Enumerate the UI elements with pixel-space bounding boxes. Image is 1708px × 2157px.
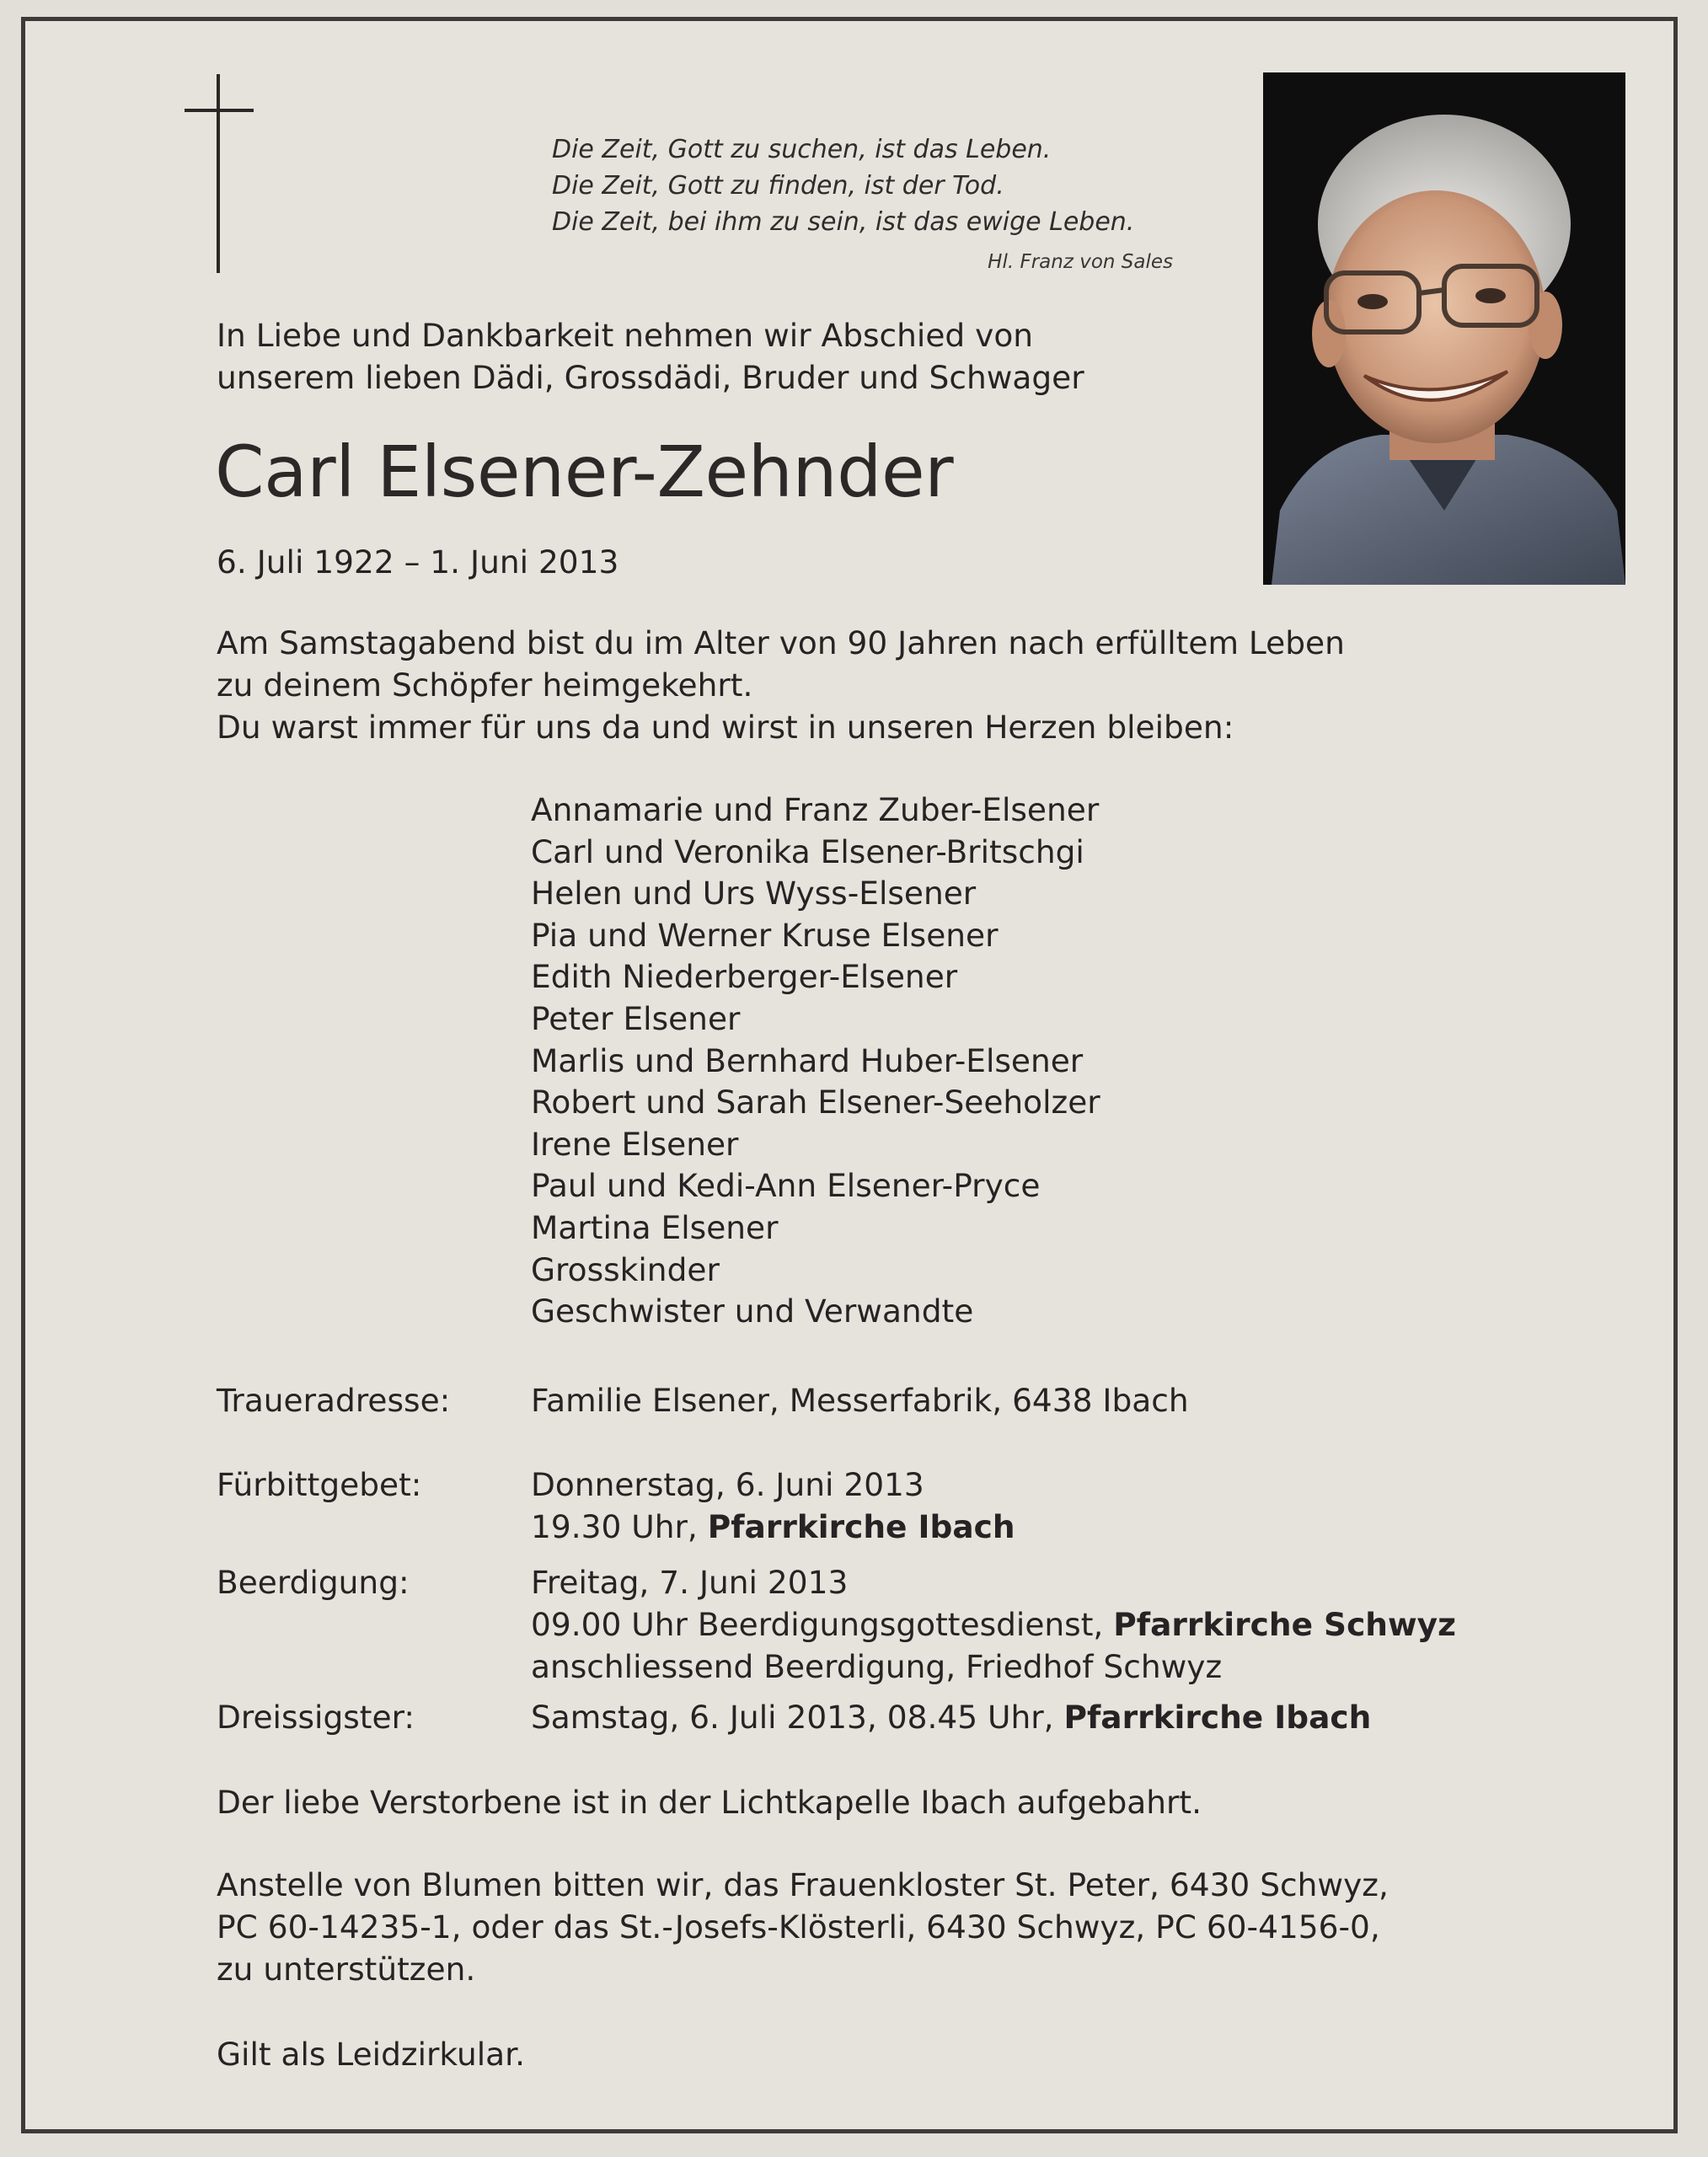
message-line: Du warst immer für uns da und wirst in unseren Herzen bleiben: <box>217 709 1234 746</box>
deceased-name: Carl Elsener-Zehnder <box>215 431 954 513</box>
quote <box>552 131 1134 240</box>
address-label: Traueradresse: <box>217 1382 451 1419</box>
burial-date: Freitag, 7. Juni 2013 <box>531 1564 849 1601</box>
laid-out-note: Der liebe Verstorbene ist in der Lichtkapelle Ibach aufgebahrt. <box>217 1784 1202 1821</box>
mourner: Carl und Veronika Elsener-Britschgi <box>531 832 1084 870</box>
donation-line: PC 60-14235-1, oder das St.-Josefs-Klösterli, 6430 Schwyz, PC 60-4156-0, <box>217 1908 1380 1946</box>
burial-service-row <box>531 1603 1456 1646</box>
prayer-place: Pfarrkirche Ibach <box>707 1508 1015 1545</box>
thirtieth-value: Samstag, 6. Juli 2013, 08.45 Uhr, <box>531 1699 1054 1736</box>
prayer-label: Fürbittgebet: <box>217 1466 422 1503</box>
cross-icon-bar <box>185 109 254 112</box>
life-dates: 6. Juli 1922 – 1. Juni 2013 <box>217 543 619 581</box>
mourner: Martina Elsener <box>531 1208 779 1246</box>
mourner: Edith Niederberger-Elsener <box>531 958 958 996</box>
burial-after: anschliessend Beerdigung, Friedhof Schwyz <box>531 1648 1223 1685</box>
mourner: Geschwister und Verwandte <box>531 1293 974 1330</box>
mourner: Grosskinder <box>531 1250 720 1288</box>
quote-line: Die Zeit, Gott zu suchen, ist das Leben. <box>552 135 1052 164</box>
mourner: Irene Elsener <box>531 1125 739 1163</box>
burial-service: 09.00 Uhr Beerdigungsgottesdienst, <box>531 1606 1104 1643</box>
donation-line: zu unterstützen. <box>217 1951 476 1988</box>
message-text <box>217 622 1345 748</box>
burial-label: Beerdigung: <box>217 1564 410 1601</box>
prayer-time: 19.30 Uhr, <box>531 1508 698 1545</box>
prayer-date: Donnerstag, 6. Juni 2013 <box>531 1466 924 1503</box>
cross-icon <box>217 74 220 273</box>
mourner: Pia und Werner Kruse Elsener <box>531 916 999 954</box>
circular-note: Gilt als Leidzirkular. <box>217 2036 526 2073</box>
thirtieth-label: Dreissigster: <box>217 1699 415 1736</box>
mourner: Peter Elsener <box>531 999 741 1037</box>
portrait-photo <box>1263 72 1625 585</box>
quote-line: Die Zeit, bei ihm zu sein, ist das ewige Leben. <box>552 207 1135 237</box>
burial-place: Pfarrkirche Schwyz <box>1113 1606 1456 1643</box>
mourners-list <box>531 789 1100 1333</box>
quote-line: Die Zeit, Gott zu finden, ist der Tod. <box>552 171 1004 201</box>
portrait-image <box>1263 72 1625 585</box>
donation-line: Anstelle von Blumen bitten wir, das Frauenkloster St. Peter, 6430 Schwyz, <box>217 1866 1389 1903</box>
quote-source: Hl. Franz von Sales <box>988 251 1173 273</box>
mourner: Annamarie und Franz Zuber-Elsener <box>531 791 1100 828</box>
prayer-time-row <box>531 1506 1015 1548</box>
message-line: zu deinem Schöpfer heimgekehrt. <box>217 666 753 704</box>
donation-note <box>217 1864 1389 1990</box>
mourner: Robert und Sarah Elsener-Seeholzer <box>531 1084 1100 1121</box>
intro-text <box>217 314 1084 399</box>
address-value: Familie Elsener, Messerfabrik, 6438 Ibach <box>531 1382 1189 1419</box>
mourner: Paul und Kedi-Ann Elsener-Pryce <box>531 1167 1041 1205</box>
thirtieth-row <box>531 1696 1371 1738</box>
intro-line: In Liebe und Dankbarkeit nehmen wir Abschied von <box>217 317 1034 354</box>
message-line: Am Samstagabend bist du im Alter von 90 Jahren nach erfülltem Leben <box>217 624 1345 661</box>
intro-line: unserem lieben Dädi, Grossdädi, Bruder und Schwager <box>217 359 1084 396</box>
mourner: Helen und Urs Wyss-Elsener <box>531 875 977 913</box>
mourner: Marlis und Bernhard Huber-Elsener <box>531 1041 1084 1079</box>
thirtieth-place: Pfarrkirche Ibach <box>1063 1699 1372 1736</box>
